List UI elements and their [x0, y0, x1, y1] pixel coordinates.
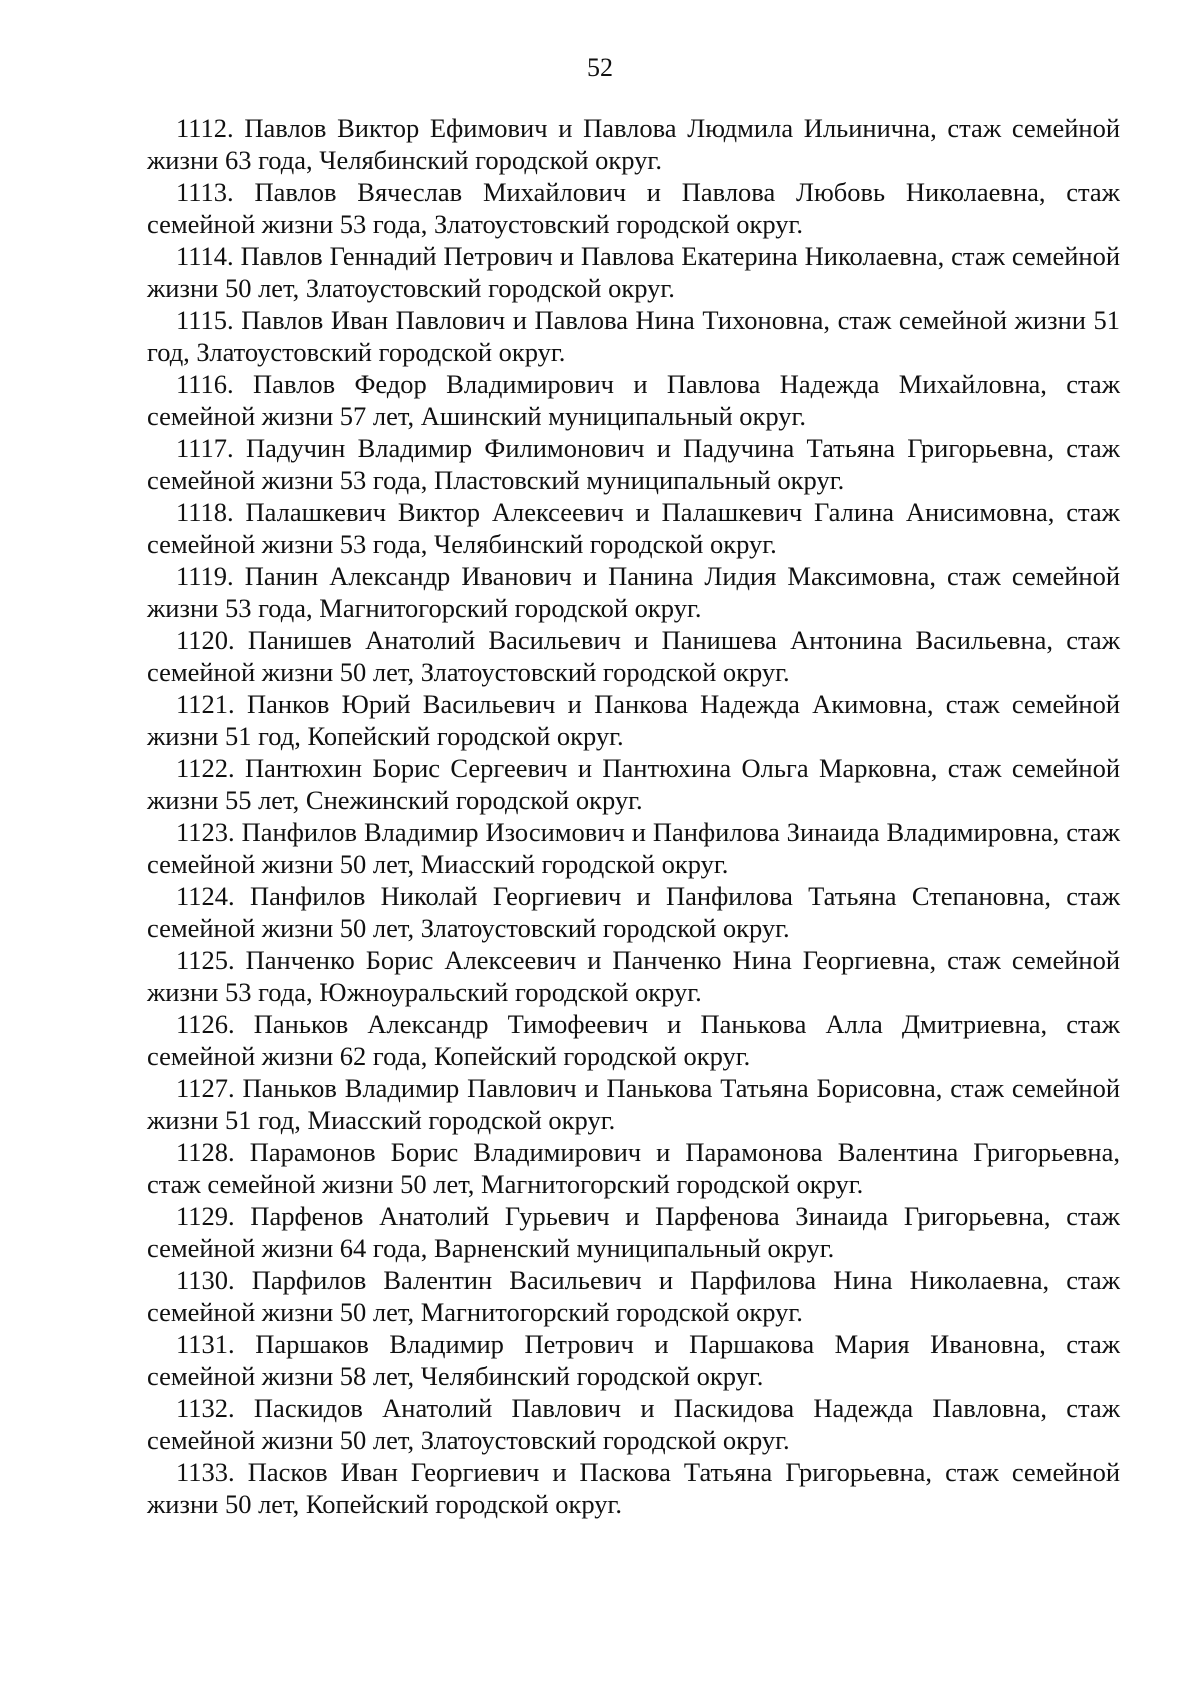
entry-number: 1126.	[176, 1009, 235, 1039]
entry-number: 1127.	[176, 1073, 235, 1103]
entry-number: 1129.	[176, 1201, 235, 1231]
entry-number: 1133.	[176, 1457, 235, 1487]
entry-number: 1130.	[176, 1265, 235, 1295]
list-item	[147, 368, 1120, 432]
entry-text: Панков Юрий Васильевич и Панкова Надежда Акимовна, стаж семейной жизни 51 год, Копейский городской округ.	[147, 689, 1120, 751]
entry-text: Панин Александр Иванович и Панина Лидия Максимовна, стаж семейной жизни 53 года, Магнитогорский городской округ.	[147, 561, 1121, 623]
entry-text: Паньков Александр Тимофеевич и Панькова Алла Дмитриевна, стаж семейной жизни 62 года, Копейский городской округ.	[147, 1009, 1120, 1071]
entry-number: 1113.	[176, 177, 234, 207]
entry-text: Павлов Виктор Ефимович и Павлова Людмила Ильинична, стаж семейной жизни 63 года, Челябинский городской округ.	[147, 113, 1121, 175]
entry-text: Паскидов Анатолий Павлович и Паскидова Надежда Павловна, стаж семейной жизни 50 лет, Златоустовский городской округ.	[147, 1393, 1121, 1455]
entry-text: Паньков Владимир Павлович и Панькова Татьяна Борисовна, стаж семейной жизни 51 год, Миасский городской округ.	[147, 1073, 1120, 1135]
list-item	[147, 1328, 1120, 1392]
list-item	[147, 752, 1120, 816]
entry-number: 1131.	[176, 1329, 235, 1359]
list-item	[147, 624, 1120, 688]
list-item	[147, 560, 1120, 624]
entry-list	[147, 112, 1120, 1520]
entry-text: Панченко Борис Алексеевич и Панченко Нина Георгиевна, стаж семейной жизни 53 года, Южноуральский городской округ.	[147, 945, 1120, 1007]
entry-number: 1122.	[176, 753, 235, 783]
list-item	[147, 1456, 1120, 1520]
entry-text: Паршаков Владимир Петрович и Паршакова Мария Ивановна, стаж семейной жизни 58 лет, Челябинский городской округ.	[147, 1329, 1121, 1391]
entry-number: 1117.	[176, 433, 234, 463]
list-item	[147, 176, 1120, 240]
entry-number: 1114.	[176, 241, 234, 271]
list-item	[147, 1392, 1120, 1456]
page-number: 52	[587, 53, 613, 82]
list-item	[147, 496, 1120, 560]
entry-number: 1125.	[176, 945, 235, 975]
entry-text: Панфилов Владимир Изосимович и Панфилова Зинаида Владимировна, стаж семейной жизни 50 лет, Миасский городской округ.	[147, 817, 1120, 879]
entry-text: Парфенов Анатолий Гурьевич и Парфенова Зинаида Григорьевна, стаж семейной жизни 64 года, Варненский муниципальный округ.	[147, 1201, 1120, 1263]
entry-number: 1132.	[176, 1393, 235, 1423]
list-item	[147, 304, 1120, 368]
entry-text: Павлов Иван Павлович и Павлова Нина Тихоновна, стаж семейной жизни 51 год, Златоустовский городской округ.	[147, 305, 1120, 367]
entry-text: Павлов Геннадий Петрович и Павлова Екатерина Николаевна, стаж семейной жизни 50 лет, Златоустовский городской округ.	[147, 241, 1121, 303]
list-item	[147, 240, 1120, 304]
entry-number: 1128.	[176, 1137, 235, 1167]
entry-text: Пантюхин Борис Сергеевич и Пантюхина Ольга Марковна, стаж семейной жизни 55 лет, Снежинский городской округ.	[147, 753, 1121, 815]
list-item	[147, 688, 1120, 752]
entry-number: 1116.	[176, 369, 234, 399]
list-item	[147, 1136, 1120, 1200]
entry-number: 1119.	[176, 561, 234, 591]
entry-number: 1121.	[176, 689, 235, 719]
list-item	[147, 432, 1120, 496]
entry-number: 1115.	[176, 305, 234, 335]
entry-text: Панфилов Николай Георгиевич и Панфилова Татьяна Степановна, стаж семейной жизни 50 лет, Златоустовский городской округ.	[147, 881, 1121, 943]
list-item	[147, 816, 1120, 880]
list-item	[147, 112, 1120, 176]
entry-number: 1112.	[176, 113, 234, 143]
entry-number: 1123.	[176, 817, 235, 847]
list-item	[147, 1008, 1120, 1072]
list-item	[147, 1072, 1120, 1136]
entry-number: 1120.	[176, 625, 235, 655]
entry-text: Пасков Иван Георгиевич и Паскова Татьяна Григорьевна, стаж семейной жизни 50 лет, Копейский городской округ.	[147, 1457, 1121, 1519]
list-item	[147, 880, 1120, 944]
entry-text: Павлов Федор Владимирович и Павлова Надежда Михайловна, стаж семейной жизни 57 лет, Ашинский муниципальный округ.	[147, 369, 1121, 431]
list-item	[147, 1264, 1120, 1328]
list-item	[147, 944, 1120, 1008]
list-item	[147, 1200, 1120, 1264]
entry-text: Панишев Анатолий Васильевич и Панишева Антонина Васильевна, стаж семейной жизни 50 лет, Златоустовский городской округ.	[147, 625, 1121, 687]
entry-text: Падучин Владимир Филимонович и Падучина Татьяна Григорьевна, стаж семейной жизни 53 года, Пластовский муниципальный округ.	[147, 433, 1120, 495]
entry-number: 1118.	[176, 497, 234, 527]
entry-number: 1124.	[176, 881, 235, 911]
entry-text: Парамонов Борис Владимирович и Парамонова Валентина Григорьевна, стаж семейной жизни 50 лет, Магнитогорский городской округ.	[147, 1137, 1120, 1199]
entry-text: Палашкевич Виктор Алексеевич и Палашкевич Галина Анисимовна, стаж семейной жизни 53 года, Челябинский городской округ.	[147, 497, 1120, 559]
entry-text: Парфилов Валентин Васильевич и Парфилова Нина Николаевна, стаж семейной жизни 50 лет, Магнитогорский городской округ.	[147, 1265, 1121, 1327]
entry-text: Павлов Вячеслав Михайлович и Павлова Любовь Николаевна, стаж семейной жизни 53 года, Златоустовский городской округ.	[147, 177, 1120, 239]
